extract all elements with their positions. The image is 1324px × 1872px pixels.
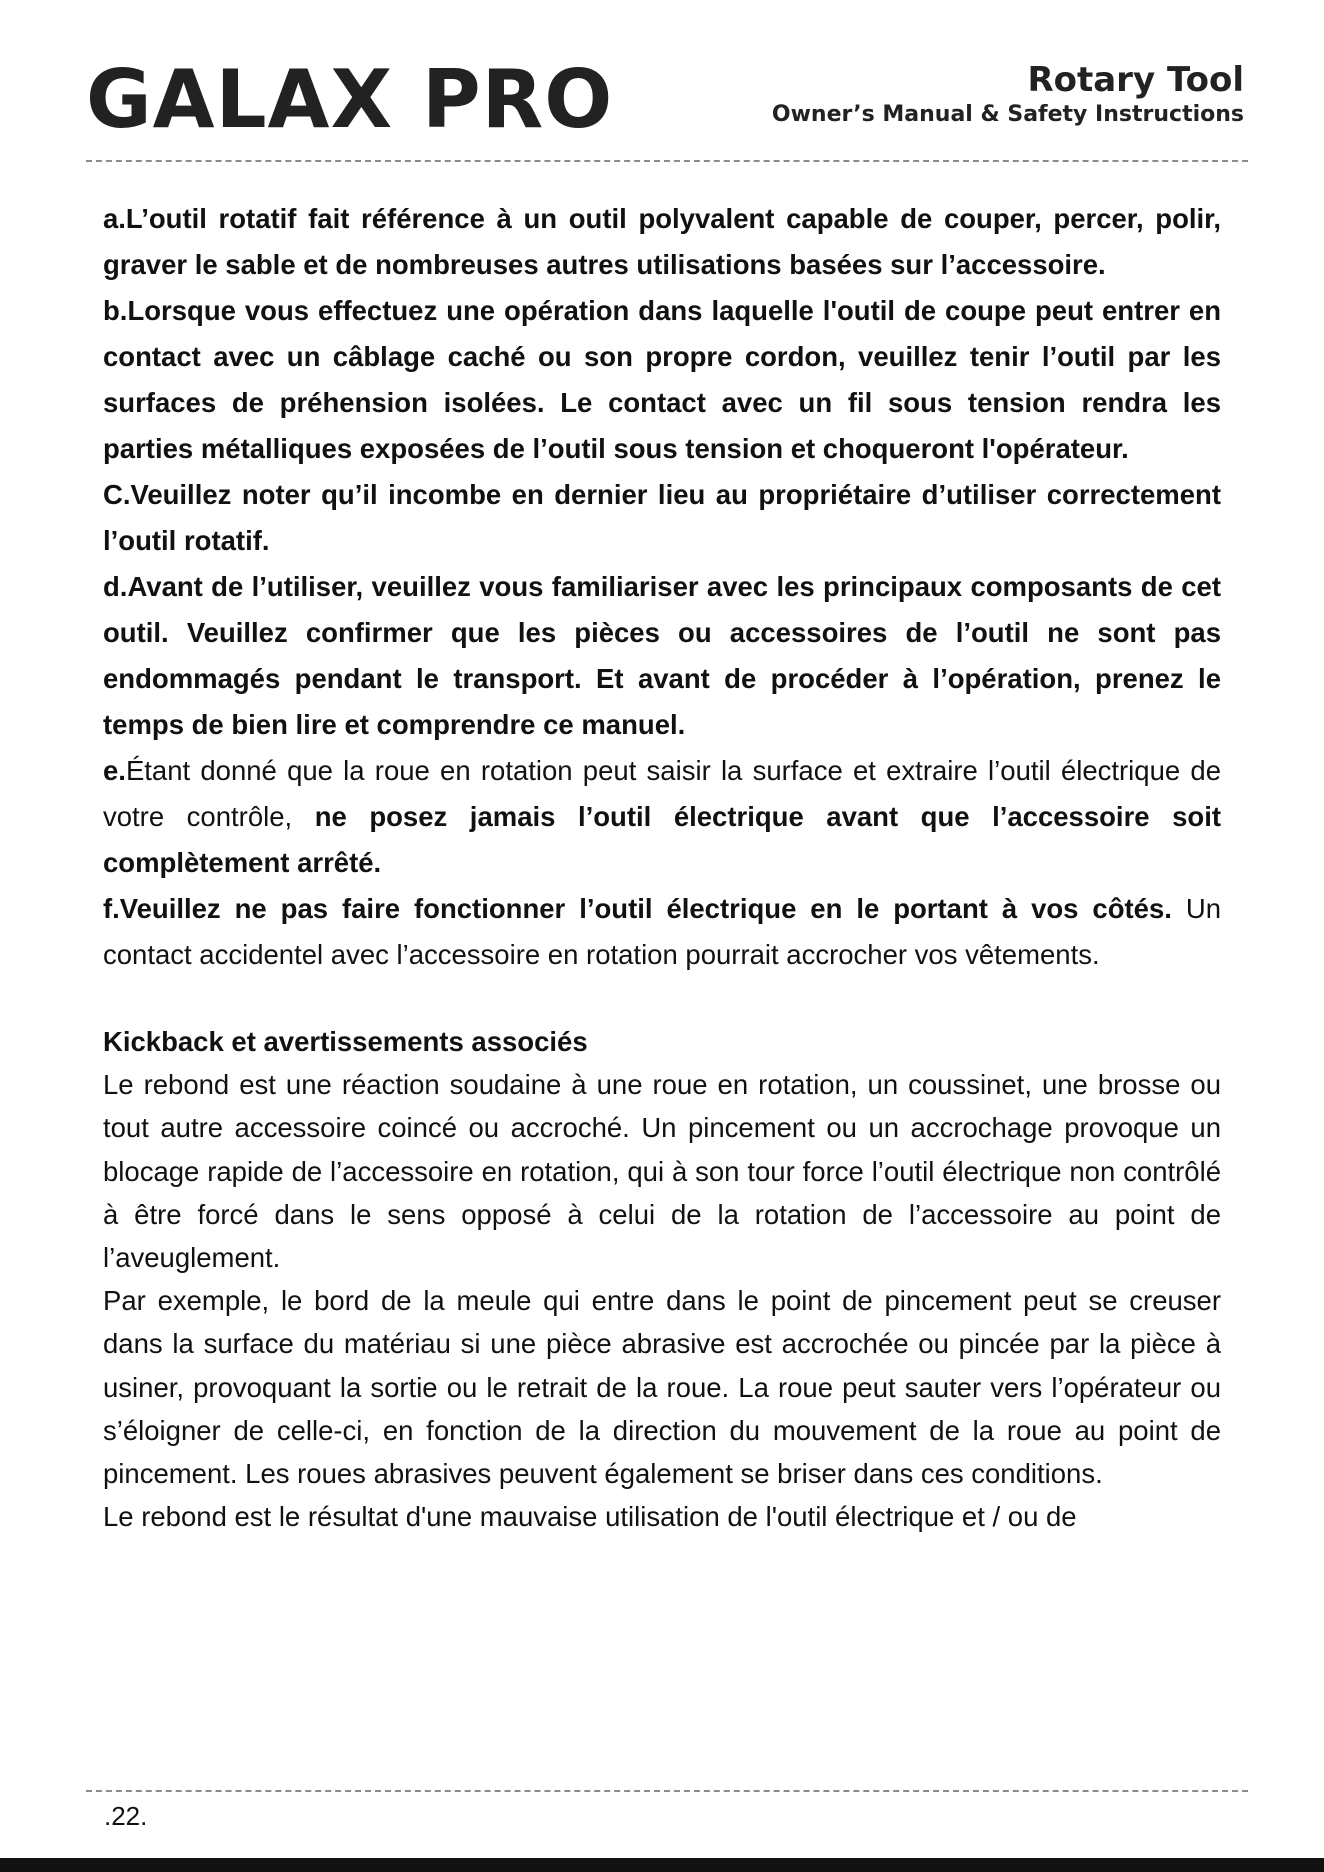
item-f-warning: f.Veuillez ne pas faire fonctionner l’outil électrique en le portant à vos côtés.	[103, 893, 1172, 924]
kickback-paragraph-1: Le rebond est une réaction soudaine à une roue en rotation, un coussinet, une brosse ou tout autre accessoire coincé ou accroché. Un pincement ou un accrochage provoque un blocage rapide de l’accessoire en rotation, qui à son tour force l’outil électrique non contrôlé à être forcé dans le sens opposé à celui de la rotation de l’accessoire au point de l’aveuglement.	[103, 1069, 1221, 1274]
scan-bottom-edge	[0, 1858, 1324, 1872]
kickback-paragraph-3: Le rebond est le résultat d'une mauvaise utilisation de l'outil électrique et / ou de	[103, 1501, 1077, 1533]
kickback-heading: Kickback et avertissements associés	[103, 1026, 588, 1057]
header-divider	[86, 160, 1248, 162]
manual-subtitle: Owner’s Manual & Safety Instructions	[771, 102, 1244, 127]
item-d: d.Avant de l’utiliser, veuillez vous familiariser avec les principaux composants de cet outil. Veuillez confirmer que les pièces ou accessoires de l’outil ne sont pas endommagés pendant le transport. Et avant de procéder à l’opération, prenez le temps de bien lire et comprendre ce manuel.	[103, 571, 1221, 740]
footer-divider	[86, 1790, 1248, 1792]
item-e-warning: ne posez jamais l’outil électrique avant que l’accessoire soit complètement arrêté.	[103, 801, 1221, 878]
item-f-text: Un contact accidentel avec l’accessoire en rotation pourrait accrocher vos vêtements.	[103, 893, 1222, 970]
header-right	[772, 60, 1244, 130]
item-e	[103, 748, 1221, 886]
kickback-paragraph-2: Par exemple, le bord de la meule qui entre dans le point de pincement peut se creuser dans la surface du matériau si une pièce abrasive est accrochée ou pincée par la pièce à usiner, provoquant la sortie ou le retrait de la roue. La roue peut sauter vers l’opérateur ou s’éloigner de celle-ci, en fonction de la direction du mouvement de la roue au point de pincement. Les roues abrasives peuvent également se briser dans ces conditions.	[103, 1285, 1221, 1490]
page-number: .22.	[104, 1801, 148, 1831]
section-gap	[103, 978, 1221, 1020]
page-header	[86, 54, 1244, 144]
product-title: Rotary Tool	[1027, 60, 1244, 100]
brand-logo: GALAX PRO	[86, 53, 614, 146]
item-e-label: e.	[103, 755, 126, 786]
kickback-section	[103, 1020, 1221, 1538]
body-text	[103, 196, 1221, 1538]
item-e-text: Étant donné que la roue en rotation peut saisir la surface et extraire l’outil électrique de votre contrôle,	[103, 755, 1221, 832]
item-f	[103, 886, 1221, 978]
item-b: b.Lorsque vous effectuez une opération dans laquelle l'outil de coupe peut entrer en contact avec un câblage caché ou son propre cordon, veuillez tenir l’outil par les surfaces de préhension isolées. Le contact avec un fil sous tension rendra les parties métalliques exposées de l’outil sous tension et choqueront l'opérateur.	[103, 295, 1221, 464]
item-a: a.L’outil rotatif fait référence à un outil polyvalent capable de couper, percer, polir, graver le sable et de nombreuses autres utilisations basées sur l’accessoire.	[103, 203, 1221, 280]
item-c: C.Veuillez noter qu’il incombe en dernier lieu au propriétaire d’utiliser correctement l’outil rotatif.	[103, 479, 1221, 556]
